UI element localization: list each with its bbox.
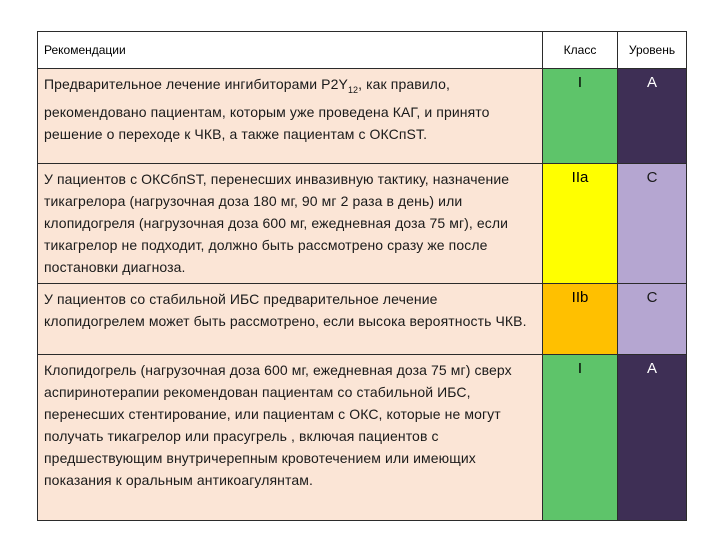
- recommendation-text: Клопидогрель (нагрузочная доза 600 мг, ежедневная доза 75 мг) сверх аспиринотерапии рекомендован пациентам со стабильной ИБС, перенесших стентирование, или пациентам с ОКС, которые не могут получать тикагрелор или прасугрель , включая пациентов с предшествующим внутричерепным кровотечением или имеющих показания к оральным антикоагулянтам.: [38, 355, 543, 521]
- level-cell: A: [618, 355, 687, 521]
- class-cell: I: [543, 69, 618, 164]
- recommendation-text: Предварительное лечение ингибиторами $P2Y_{12}$, как правило, рекомендовано пациентам, которым уже проведена КАГ, и принято решение о переходе к ЧКВ, а также пациентам с ОКСпST.: [38, 69, 543, 164]
- recommendations-table: [37, 31, 687, 521]
- header-class: Класс: [543, 32, 618, 69]
- header-level: Уровень: [618, 32, 687, 69]
- level-cell: C: [618, 284, 687, 355]
- recommendation-text: У пациентов с ОКСбпST, перенесших инвазивную тактику, назначение тикагрелора (нагрузочная доза 180 мг, 90 мг 2 раза в день) или клопидогреля (нагрузочная доза 600 мг, ежедневная доза 75 мг), если тикагрелор не подходит, должно быть рассмотрено сразу же после постановки диагноза.: [38, 164, 543, 284]
- table-row: [38, 355, 687, 521]
- class-cell: I: [543, 355, 618, 521]
- recommendation-text: У пациентов со стабильной ИБС предварительное лечение клопидогрелем может быть рассмотрено, если высока вероятность ЧКВ.: [38, 284, 543, 355]
- table-row: [38, 164, 687, 284]
- class-cell: IIa: [543, 164, 618, 284]
- level-cell: C: [618, 164, 687, 284]
- level-cell: A: [618, 69, 687, 164]
- class-cell: IIb: [543, 284, 618, 355]
- table-row: [38, 284, 687, 355]
- table-row: [38, 69, 687, 164]
- header-recommendations: Рекомендации: [38, 32, 543, 69]
- table-header-row: [38, 32, 687, 69]
